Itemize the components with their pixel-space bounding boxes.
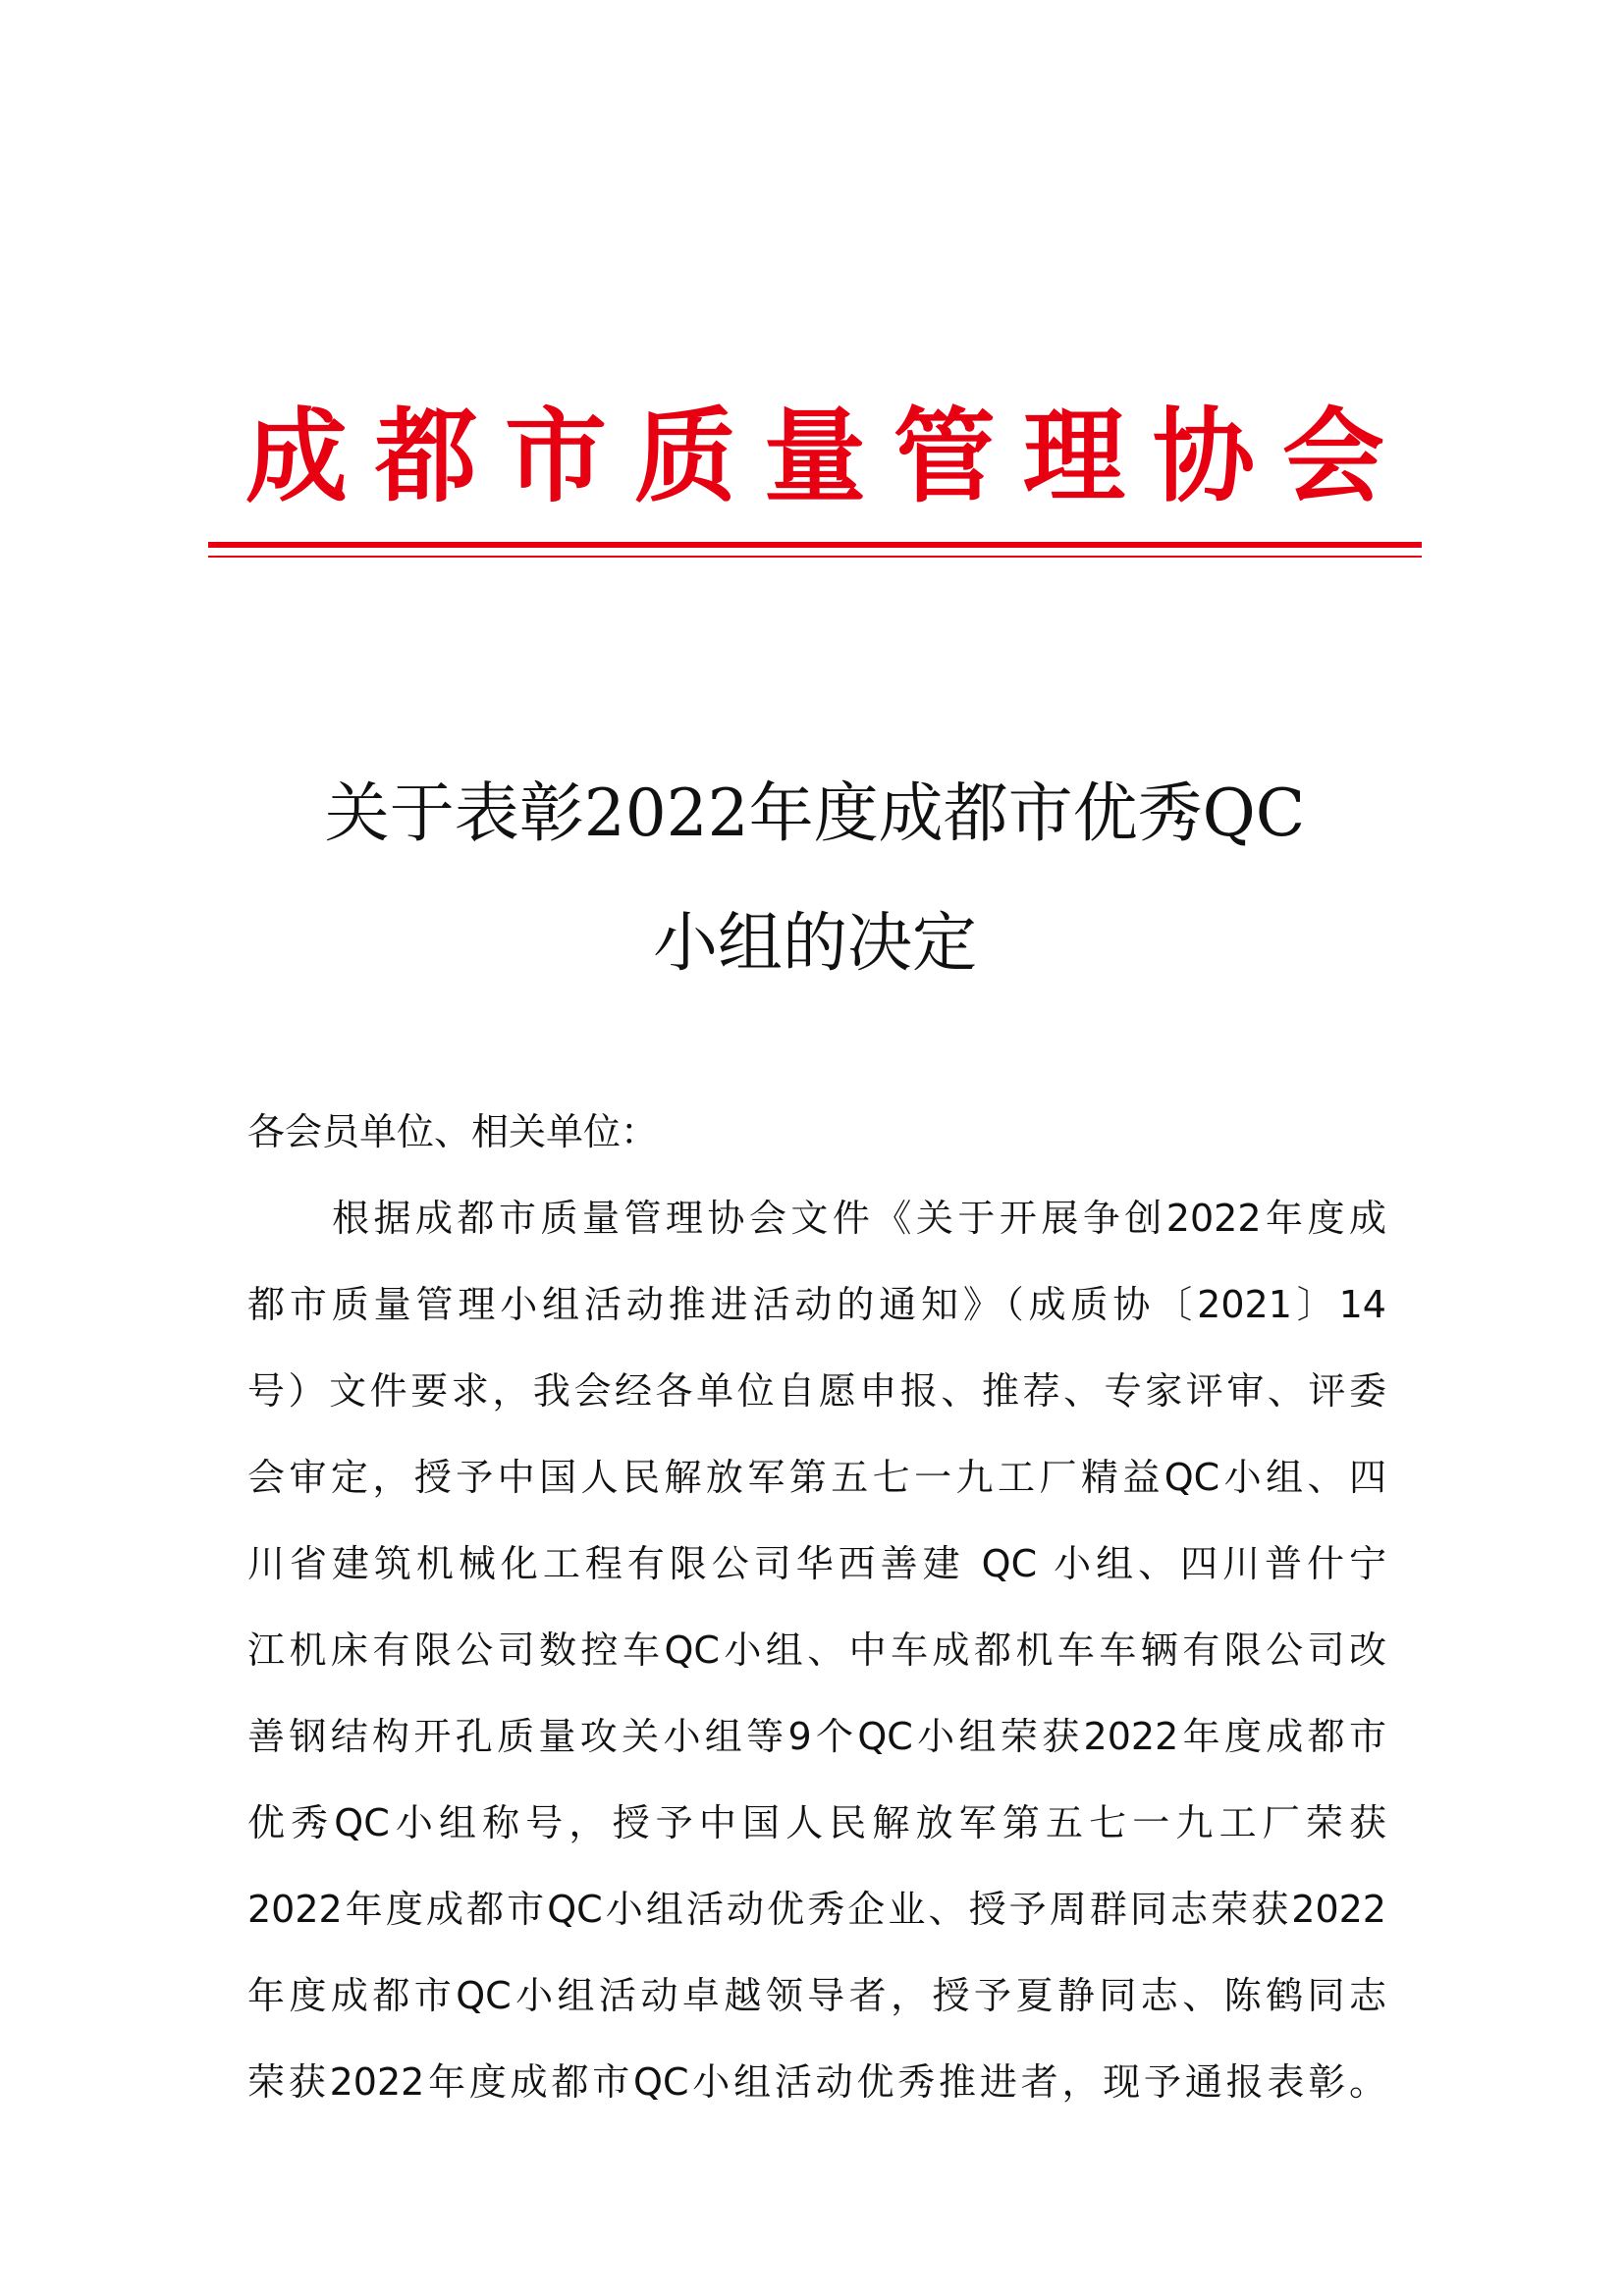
letterhead-char: 成 [245,397,349,516]
body-text-line: 年度成都市QC小组活动卓越领导者，授予夏静同志、陈鹤同志 [247,1974,1386,2017]
letterhead-divider-thick [208,542,1422,548]
salutation: 各会员单位、相关单位： [247,1110,659,1153]
letterhead-char: 市 [504,397,607,516]
body-text-line: 善钢结构开孔质量攻关小组等9个QC小组荣获2022年度成都市 [247,1715,1386,1758]
letterhead-char: 都 [374,397,477,516]
document-title-line-1: 关于表彰2022年度成都市优秀QC [324,775,1306,851]
document-title-line-2: 小组的决定 [653,905,977,981]
body-text-line: 2022年度成都市QC小组活动优秀企业、授予周群同志荣获2022 [247,1888,1386,1931]
letterhead-org-name [245,388,1384,525]
letterhead-char: 协 [1152,397,1255,516]
letterhead-char: 量 [763,397,866,516]
body-text-line: 江机床有限公司数控车QC小组、中车成都机车车辆有限公司改 [247,1629,1386,1672]
letterhead-char: 理 [1022,397,1125,516]
body-text-line: 川省建筑机械化工程有限公司华西善建 QC 小组、四川普什宁 [247,1542,1386,1585]
body-text-line: 优秀QC小组称号，授予中国人民解放军第五七一九工厂荣获 [247,1801,1386,1844]
body-text-line: 根据成都市质量管理协会文件《关于开展争创2022年度成 [332,1197,1386,1240]
body-text-line: 荣获2022年度成都市QC小组活动优秀推进者，现予通报表彰。 [247,2060,1386,2104]
letterhead-char: 管 [893,397,996,516]
body-text-line: 会审定，授予中国人民解放军第五七一九工厂精益QC小组、四 [247,1456,1386,1499]
letterhead-char: 会 [1281,397,1384,516]
body-text-line: 都市质量管理小组活动推进活动的通知》（成质协〔2021〕14 [247,1283,1386,1326]
body-text-line: 号）文件要求，我会经各单位自愿申报、推荐、专家评审、评委 [247,1369,1386,1413]
letterhead-char: 质 [633,397,736,516]
letterhead-divider-thin [208,556,1422,558]
